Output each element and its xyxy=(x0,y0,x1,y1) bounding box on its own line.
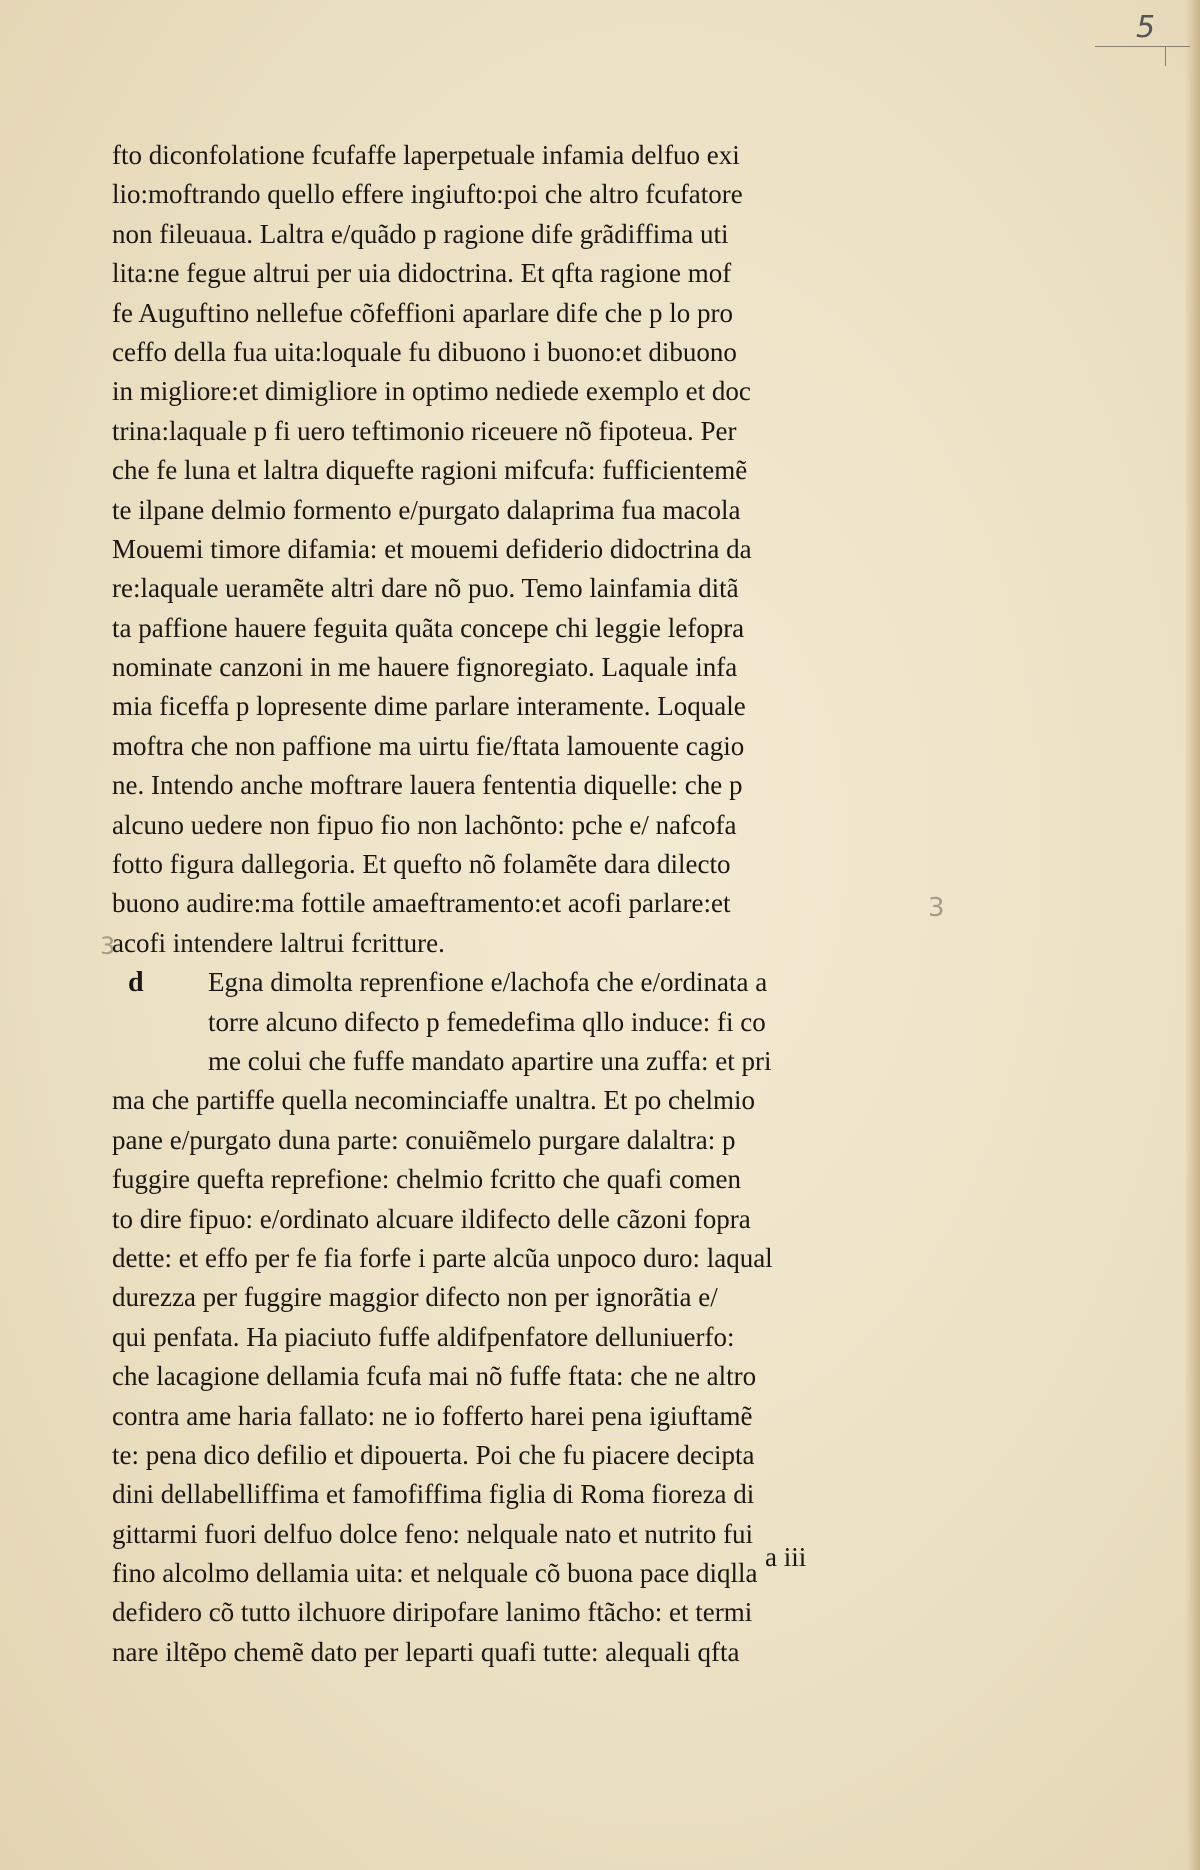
text-line: to dire fipuo: e/ordinato alcuare ildifecto delle cãzoni fopra xyxy=(112,1203,751,1234)
text-line: lio:moftrando quello effere ingiufto:poi che altro fcufatore xyxy=(112,179,743,210)
text-line: contra ame haria fallato: ne io fofferto harei pena igiuftamẽ xyxy=(112,1400,753,1431)
text-line: trina:laquale p fi uero teftimonio riceuere nõ fipoteua. Per xyxy=(112,415,737,446)
text-line: in migliore:et dimigliore in optimo nediede exemplo et doc xyxy=(112,376,751,407)
text-line: dini dellabelliffima et famofiffima figlia di Roma fioreza di xyxy=(112,1479,755,1510)
indented-text-line: torre alcuno difecto p femedefima qllo induce: fi co xyxy=(208,1006,766,1037)
text-line: ceffo della fua uita:loquale fu dibuono i buono:et dibuono xyxy=(112,336,737,367)
text-line: fuggire quefta reprefione: chelmio fcritto che quafi comen xyxy=(112,1164,741,1195)
initial-line xyxy=(112,963,912,1002)
margin-mark-right: 3 xyxy=(928,893,945,923)
text-line: non fileuaua. Laltra e/quãdo p ragione dife grãdiffima uti xyxy=(112,218,729,249)
text-line: ma che partiffe quella necominciaffe unaltra. Et po chelmio xyxy=(112,1085,755,1116)
text-line: fto diconfolatione fcufaffe laperpetuale infamia delfuo exi xyxy=(112,140,740,170)
text-line: durezza per fuggire maggior difecto non per ignorãtia e/ xyxy=(112,1282,718,1313)
text-line: lita:ne fegue altrui per uia didoctrina. Et qfta ragione mof xyxy=(112,258,732,289)
text-block xyxy=(112,136,912,1672)
text-line: defidero cõ tutto ilchuore diripofare lanimo ftãcho: et termi xyxy=(112,1597,753,1628)
text-line: gittarmi fuori delfuo dolce feno: nelquale nato et nutrito fui xyxy=(112,1518,754,1549)
text-line: qui penfata. Ha piaciuto fuffe aldifpenfatore delluniuerfo: xyxy=(112,1321,735,1352)
margin-mark-left: 3 xyxy=(100,932,116,960)
text-line: alcuno uedere non fipuo fio non lachõnto: pche e/ nafcofa xyxy=(112,809,737,840)
text-line: nominate canzoni in me hauere fignoregiato. Laquale infa xyxy=(112,652,738,683)
text-line: ta paffione hauere feguita quãta concepe chi leggie lefopra xyxy=(112,612,745,643)
text-line: pane e/purgato duna parte: conuiẽmelo purgare dalaltra: p xyxy=(112,1124,736,1155)
text-line: buono audire:ma fottile amaeftramento:et acofi parlare:et xyxy=(112,888,731,919)
text-line: mia ficeffa p lopresente dime parlare interamente. Loquale xyxy=(112,691,746,722)
text-line: nare iltẽpo chemẽ dato per leparti quafi tutte: alequali qfta xyxy=(112,1636,740,1667)
text-line: fe Auguftino nellefue cõfeffioni aparlare dife che p lo pro xyxy=(112,297,733,328)
signature-mark: a iii xyxy=(765,1542,807,1572)
text-line: che lacagione dellamia fcufa mai nõ fuffe ftata: che ne altro xyxy=(112,1361,757,1392)
indented-text-line: me colui che fuffe mandato apartire una zuffa: et pri xyxy=(208,1045,772,1076)
folio-rule xyxy=(1095,46,1190,47)
text-line: fotto figura dallegoria. Et quefto nõ folamẽte dara dilecto xyxy=(112,849,731,880)
text-line: re:laquale ueramẽte altri dare nõ puo. Temo lainfamia ditã xyxy=(112,573,739,604)
text-line: moftra che non paffione ma uirtu fie/ftata lamouente cagio xyxy=(112,730,745,761)
text-line: fino alcolmo dellamia uita: et nelquale cõ buona pace diqlla xyxy=(112,1558,758,1589)
text-line: Mouemi timore difamia: et mouemi defiderio didoctrina da xyxy=(112,533,752,564)
text-line: te ilpane delmio formento e/purgato dalaprima fua macola xyxy=(112,494,741,525)
text-line: ne. Intendo anche moftrare lauera fententia diquelle: che p xyxy=(112,770,743,801)
folio-tick xyxy=(1165,46,1166,66)
page-edge-shadow xyxy=(1186,0,1200,1870)
text-line: acofi intendere laltrui fcritture. xyxy=(112,927,445,958)
guide-initial-letter: d xyxy=(128,967,144,999)
initial-line-text: Egna dimolta reprenfione e/lachofa che e/ordinata a xyxy=(208,967,768,998)
text-line: che fe luna et laltra diquefte ragioni mifcufa: fufficientemẽ xyxy=(112,455,748,486)
folio-number: 5 xyxy=(1136,10,1156,45)
text-line: dette: et effo per fe fia forfe i parte alcũa unpoco duro: laqual xyxy=(112,1242,773,1273)
text-line: te: pena dico defilio et dipouerta. Poi che fu piacere decipta xyxy=(112,1439,755,1470)
